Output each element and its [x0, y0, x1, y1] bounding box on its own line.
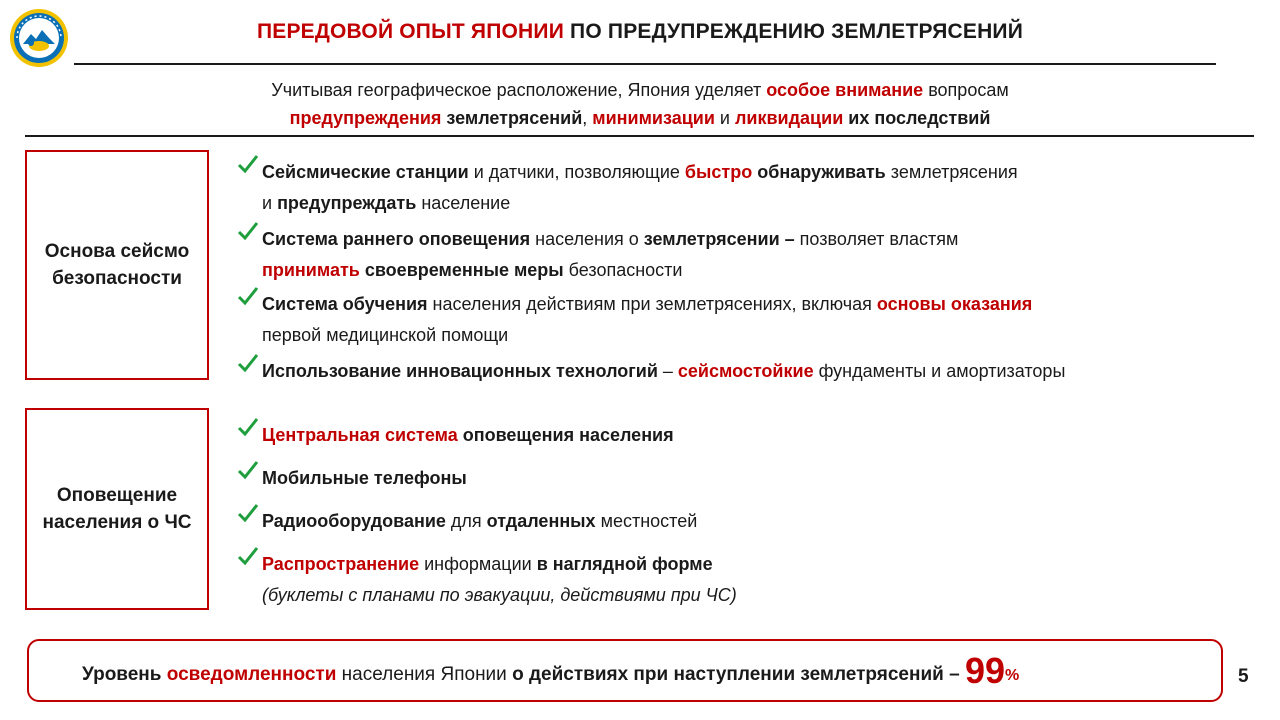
item-text: позволяет властям [794, 229, 959, 249]
list-item [236, 224, 958, 286]
item-text: своевременные меры [359, 260, 564, 280]
intro-highlight: ликвидации [734, 108, 844, 128]
list-item [236, 420, 674, 451]
item-highlight: Распространение [262, 554, 420, 574]
intro-text-part: и [714, 108, 735, 128]
item-text: первой медицинской помощи [262, 325, 509, 345]
intro-divider [25, 135, 1254, 137]
item-text: местностей [595, 511, 698, 531]
list-item [236, 157, 1018, 219]
item-text: для [445, 511, 487, 531]
item-text: информации [419, 554, 537, 574]
awareness-unit: % [1005, 667, 1020, 684]
summary-part: Уровень [82, 664, 167, 685]
list-item [236, 356, 1065, 387]
intro-text-part: Учитывая географическое расположение, Япония уделяет [271, 80, 767, 100]
item-text: Система раннего оповещения [262, 229, 531, 249]
item-text: фундаменты и амортизаторы [813, 361, 1066, 381]
item-text: обнаруживать [752, 162, 886, 182]
item-text: населения о [530, 229, 644, 249]
item-highlight: Центральная система [262, 425, 458, 445]
section-label-seismic-safety: Основа сейсмо безопасности [25, 150, 209, 380]
intro-text-part: , [582, 108, 593, 128]
summary-text [82, 651, 1019, 696]
check-icon [236, 220, 260, 244]
item-text: Радиооборудование [262, 511, 446, 531]
intro-highlight: предупреждения [289, 108, 442, 128]
item-text: – [657, 361, 678, 381]
check-icon [236, 153, 260, 177]
list-item [236, 463, 467, 494]
summary-part: о действиях при наступлении землетрясений – [512, 664, 960, 685]
intro-text-part: землетрясений [441, 108, 583, 128]
check-icon [236, 285, 260, 309]
item-text: предупреждать [277, 193, 417, 213]
list-item [236, 549, 737, 611]
page-title [0, 20, 1280, 44]
check-icon [236, 459, 260, 483]
awareness-value: 99 [964, 650, 1006, 691]
item-text: землетрясения [885, 162, 1018, 182]
item-highlight: сейсмостойкие [677, 361, 814, 381]
item-text: население [416, 193, 511, 213]
section-label-emergency-alert: Оповещение населения о ЧС [25, 408, 209, 610]
item-text: безопасности [563, 260, 683, 280]
title-divider [74, 63, 1216, 65]
check-icon [236, 352, 260, 376]
summary-highlight: осведомленности [166, 664, 337, 685]
item-highlight: быстро [684, 162, 753, 182]
item-text: и датчики, позволяющие [468, 162, 685, 182]
item-text: Система обучения [262, 294, 428, 314]
item-highlight: принимать [262, 260, 360, 280]
item-text: Сейсмические станции [262, 162, 469, 182]
intro-highlight: минимизации [592, 108, 715, 128]
intro-text-part: вопросам [923, 80, 1009, 100]
list-item [236, 289, 1032, 351]
intro-highlight: особое внимание [766, 80, 924, 100]
intro-text-part: их последствий [843, 108, 991, 128]
page-number: 5 [1238, 666, 1249, 687]
item-text: населения действиям при землетрясениях, включая [427, 294, 877, 314]
item-text: в наглядной форме [536, 554, 713, 574]
item-text: отдаленных [486, 511, 596, 531]
check-icon [236, 545, 260, 569]
item-text: Мобильные телефоны [262, 468, 467, 488]
title-rest: ПО ПРЕДУПРЕЖДЕНИЮ ЗЕМЛЕТРЯСЕНИЙ [564, 20, 1024, 43]
intro-text [0, 76, 1280, 132]
item-text: и [262, 193, 278, 213]
list-item [236, 506, 697, 537]
check-icon [236, 502, 260, 526]
item-text: Использование инновационных технологий [262, 361, 658, 381]
item-highlight: основы оказания [876, 294, 1033, 314]
item-note: (буклеты с планами по эвакуации, действиями при ЧС) [262, 585, 737, 605]
title-highlight: ПЕРЕДОВОЙ ОПЫТ ЯПОНИИ [256, 20, 564, 43]
item-text: оповещения населения [457, 425, 674, 445]
check-icon [236, 416, 260, 440]
item-text: землетрясении – [643, 229, 795, 249]
summary-part: населения Японии [336, 664, 513, 685]
